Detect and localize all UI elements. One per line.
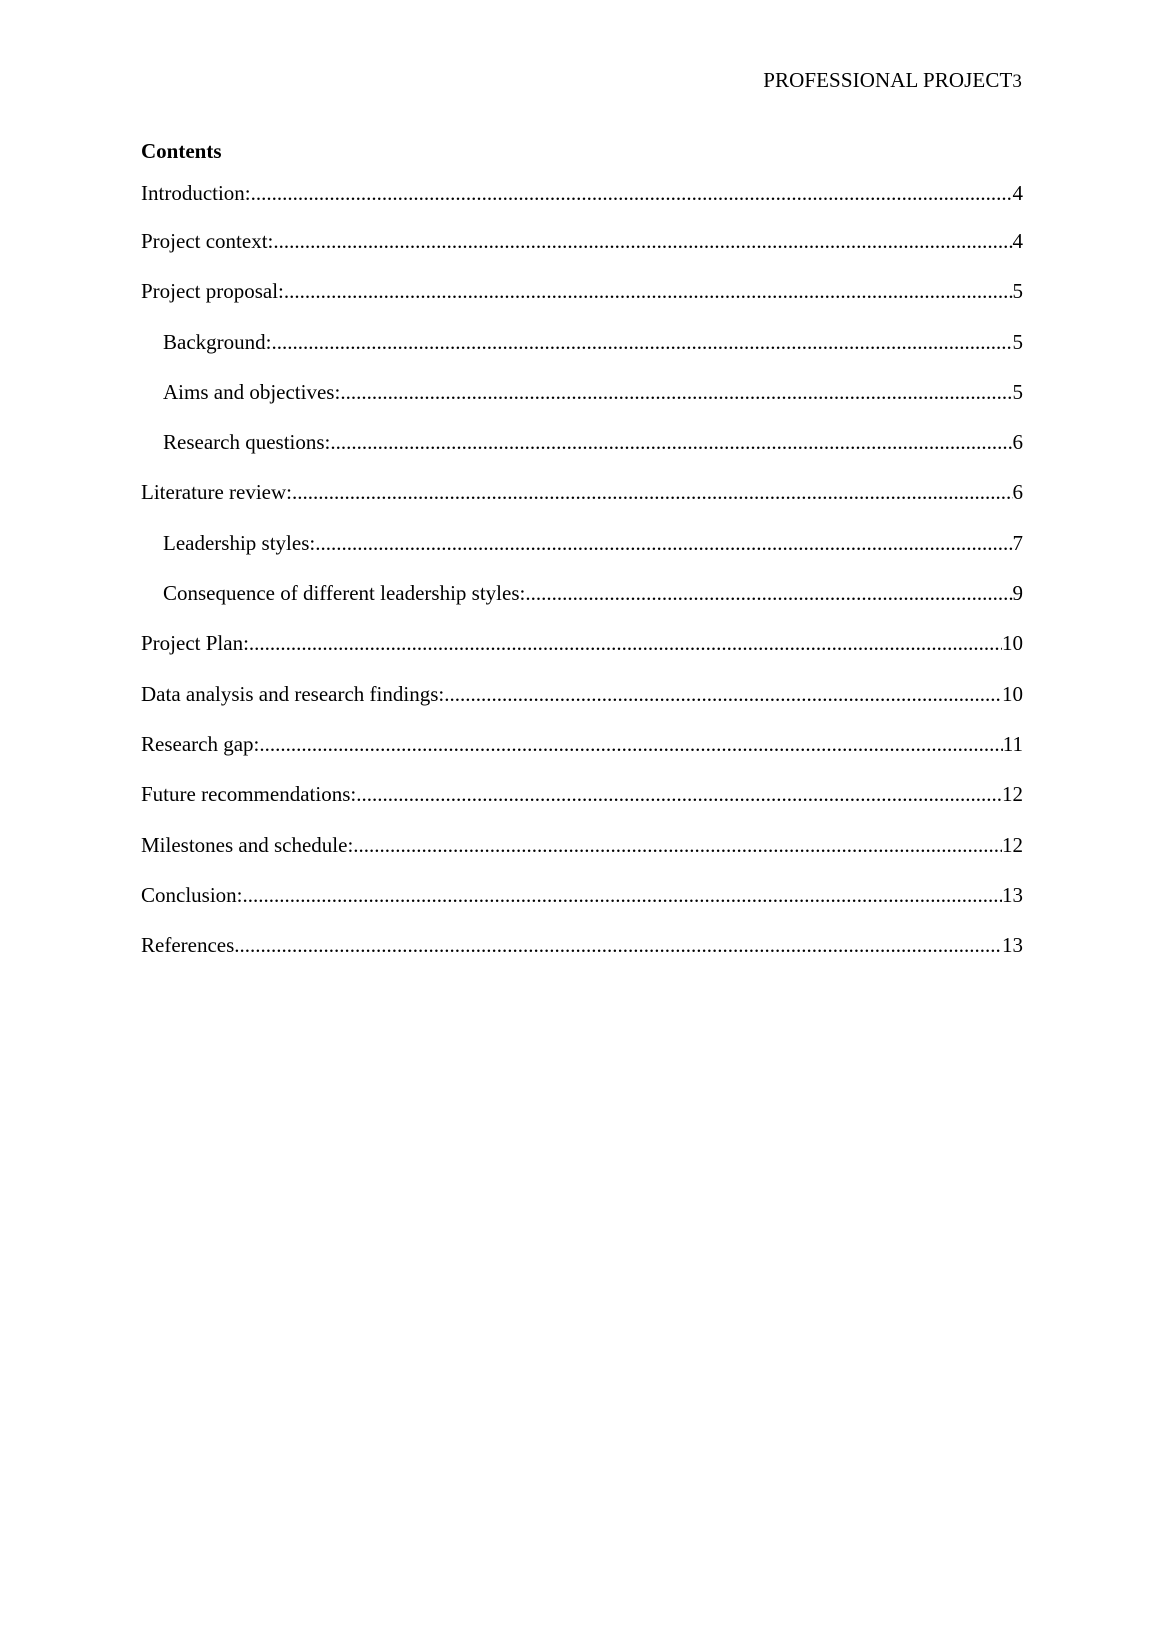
toc-entry-label: Conclusion:	[141, 882, 243, 907]
toc-entry-project-proposal[interactable]	[141, 266, 1023, 316]
toc-title: Contents	[141, 139, 222, 163]
toc-entry-page: 4	[1012, 181, 1023, 205]
dot-leader	[273, 216, 1012, 266]
toc-entry-label: Background:	[163, 329, 272, 354]
dot-leader	[271, 317, 1012, 367]
toc-entry-page: 10	[1002, 681, 1023, 706]
toc-entry-label: Data analysis and research findings:	[141, 681, 445, 706]
toc-entry-label: Research questions:	[163, 430, 331, 455]
toc-entry-page: 12	[1002, 782, 1023, 807]
toc-entry-background[interactable]	[141, 317, 1023, 367]
toc-entry-label: References	[141, 933, 235, 958]
header-page-number: 3	[1012, 71, 1022, 92]
dot-leader	[315, 518, 1012, 568]
dot-leader	[340, 367, 1012, 417]
toc-entry-aims-and-objectives[interactable]	[141, 367, 1023, 417]
toc-entry-label: Project context:	[141, 229, 274, 253]
dot-leader	[249, 618, 1002, 668]
toc-entry-page: 5	[1012, 379, 1023, 404]
dot-leader	[353, 820, 1002, 870]
toc-entry-page: 6	[1012, 480, 1023, 505]
toc-entry-page: 10	[1002, 631, 1023, 656]
toc-entry-conclusion[interactable]	[141, 870, 1023, 920]
toc-entry-project-plan[interactable]	[141, 618, 1023, 668]
toc-entry-label: Research gap:	[141, 731, 260, 756]
toc-entry-research-questions[interactable]	[141, 417, 1023, 467]
toc-entry-consequence-of-leadership-styles[interactable]	[141, 568, 1023, 618]
page-header	[763, 68, 1022, 93]
dot-leader	[356, 769, 1002, 819]
dot-leader	[284, 266, 1013, 316]
toc-entry-page: 7	[1012, 530, 1023, 555]
toc-entry-page: 9	[1012, 581, 1023, 606]
dot-leader	[444, 669, 1002, 719]
toc-entry-page: 12	[1002, 832, 1023, 857]
toc-entry-page: 4	[1012, 229, 1023, 253]
toc-entry-leadership-styles[interactable]	[141, 518, 1023, 568]
toc-entry-label: Consequence of different leadership styles:	[163, 581, 526, 606]
toc-entry-label: Project proposal:	[141, 279, 284, 304]
toc-entry-data-analysis[interactable]	[141, 669, 1023, 719]
dot-leader	[330, 417, 1012, 467]
toc-entry-literature-review[interactable]	[141, 467, 1023, 517]
dot-leader	[525, 568, 1012, 618]
toc-entry-page: 5	[1012, 279, 1023, 304]
toc-entry-label: Literature review:	[141, 480, 292, 505]
toc-entry-label: Aims and objectives:	[163, 379, 341, 404]
toc-entry-label: Introduction:	[141, 181, 251, 205]
dot-leader	[259, 719, 1002, 769]
toc-entry-research-gap[interactable]	[141, 719, 1023, 769]
toc-entry-page: 5	[1012, 329, 1023, 354]
toc-entry-page: 6	[1012, 430, 1023, 455]
toc-entry-project-context[interactable]	[141, 216, 1023, 266]
toc-entry-references[interactable]	[141, 920, 1023, 970]
table-of-contents	[141, 170, 1023, 970]
toc-entry-label: Project Plan:	[141, 631, 249, 656]
toc-entry-label: Milestones and schedule:	[141, 832, 354, 857]
header-title: PROFESSIONAL PROJECT	[763, 68, 1013, 92]
toc-entry-page: 11	[1002, 731, 1023, 756]
toc-entry-page: 13	[1002, 933, 1023, 958]
toc-entry-milestones-and-schedule[interactable]	[141, 820, 1023, 870]
dot-leader	[251, 170, 1013, 216]
toc-entry-label: Leadership styles:	[163, 530, 316, 555]
toc-entry-future-recommendations[interactable]	[141, 769, 1023, 819]
toc-entry-page: 13	[1002, 882, 1023, 907]
toc-entry-label: Future recommendations:	[141, 782, 357, 807]
dot-leader	[243, 870, 1002, 920]
dot-leader	[234, 920, 1002, 970]
dot-leader	[292, 467, 1013, 517]
toc-entry-introduction[interactable]	[141, 170, 1023, 216]
